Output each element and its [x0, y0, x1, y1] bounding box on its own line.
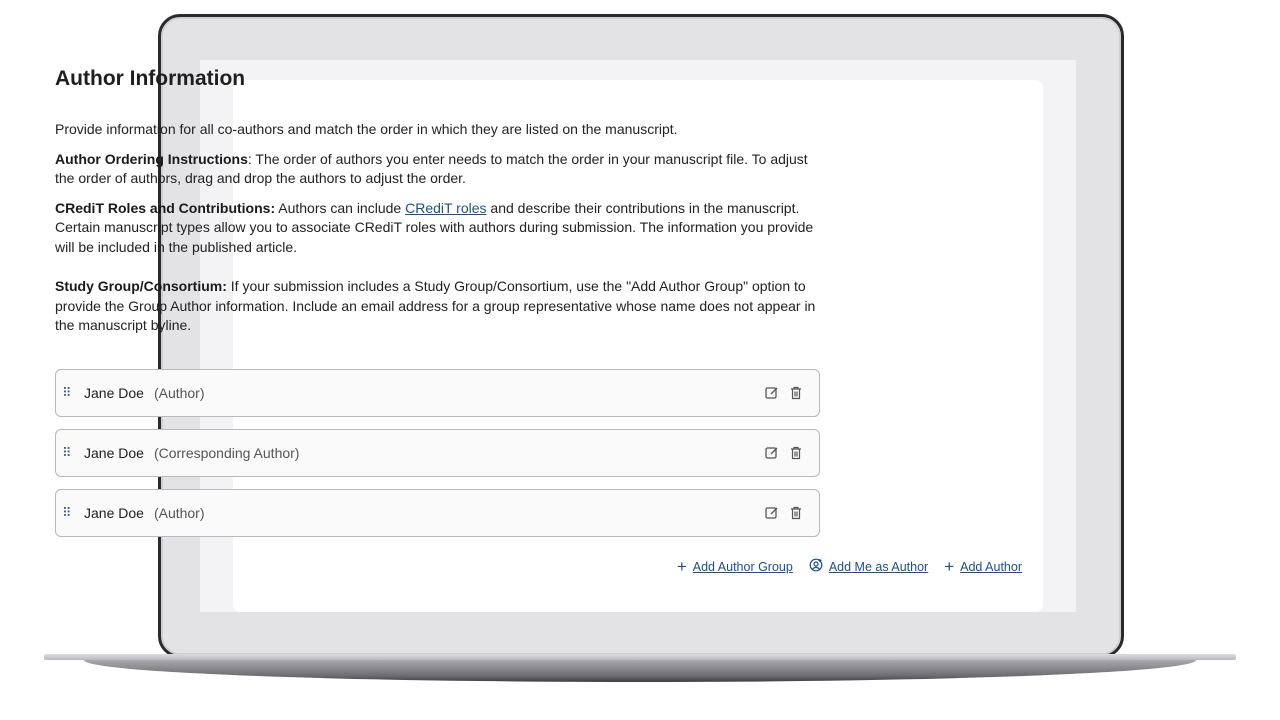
drag-handle-icon[interactable]: ⠿ [62, 505, 71, 520]
row-actions [765, 506, 803, 520]
drag-handle-icon[interactable]: ⠿ [62, 385, 71, 400]
ordering-text: : The order of authors you enter needs to match the order in your manuscript file. To adjust the order of authors, drag and drop the authors to adjust the order. [55, 150, 808, 186]
instructions [55, 120, 825, 346]
author-name: Jane Doe [84, 505, 144, 521]
add-author-group-button[interactable] [677, 558, 793, 575]
trash-icon[interactable] [789, 386, 803, 400]
author-role: (Corresponding Author) [153, 445, 300, 461]
ordering-label: Author Ordering Instructions [55, 150, 248, 167]
add-author-label: Add Author [960, 559, 1022, 574]
page-title: Author Information [55, 67, 246, 90]
study-text: If your submission includes a Study Group/Consortium, use the "Add Author Group" option to provide the Group Author information. Include an email address for a group representative whose name does not appear in the manuscript byline. [55, 278, 816, 333]
credit-instructions [55, 199, 825, 258]
study-label: Study Group/Consortium: [55, 278, 227, 294]
credit-label: CRediT Roles and Contributions: [55, 199, 276, 216]
author-role: (Author) [153, 505, 205, 521]
laptop-base [44, 654, 1236, 684]
add-me-as-author-button[interactable] [809, 558, 928, 575]
plus-icon: + [944, 557, 955, 576]
plus-icon: + [676, 557, 687, 576]
study-group-instructions [55, 277, 825, 336]
edit-icon[interactable] [765, 386, 779, 400]
trash-icon[interactable] [789, 446, 803, 460]
author-actions [677, 558, 1022, 575]
drag-handle-icon[interactable]: ⠿ [62, 445, 71, 460]
author-name: Jane Doe [84, 445, 144, 461]
row-actions [765, 446, 803, 460]
add-author-group-label: Add Author Group [692, 559, 793, 574]
edit-icon[interactable] [765, 506, 779, 520]
author-row[interactable] [55, 489, 820, 537]
row-actions [765, 386, 803, 400]
ordering-instructions [55, 150, 825, 189]
add-me-as-author-label: Add Me as Author [828, 559, 929, 574]
trash-icon[interactable] [789, 506, 803, 520]
credit-text-before: Authors can include [275, 199, 406, 216]
author-row[interactable] [55, 429, 820, 477]
credit-text-after: and describe their contributions in the manuscript. Certain manuscript types allow you to associate CRediT roles with authors during submission. The information you provide will be included in the published article. [55, 199, 814, 255]
edit-icon[interactable] [765, 446, 779, 460]
add-author-button[interactable] [944, 558, 1022, 575]
user-add-icon [809, 558, 823, 575]
author-role: (Author) [153, 385, 205, 401]
author-row[interactable] [55, 369, 820, 417]
author-name: Jane Doe [84, 385, 144, 401]
credit-roles-link[interactable]: CRediT roles [405, 199, 487, 216]
intro-text: Provide information for all co-authors and match the order in which they are listed on the manuscript. [55, 121, 678, 137]
